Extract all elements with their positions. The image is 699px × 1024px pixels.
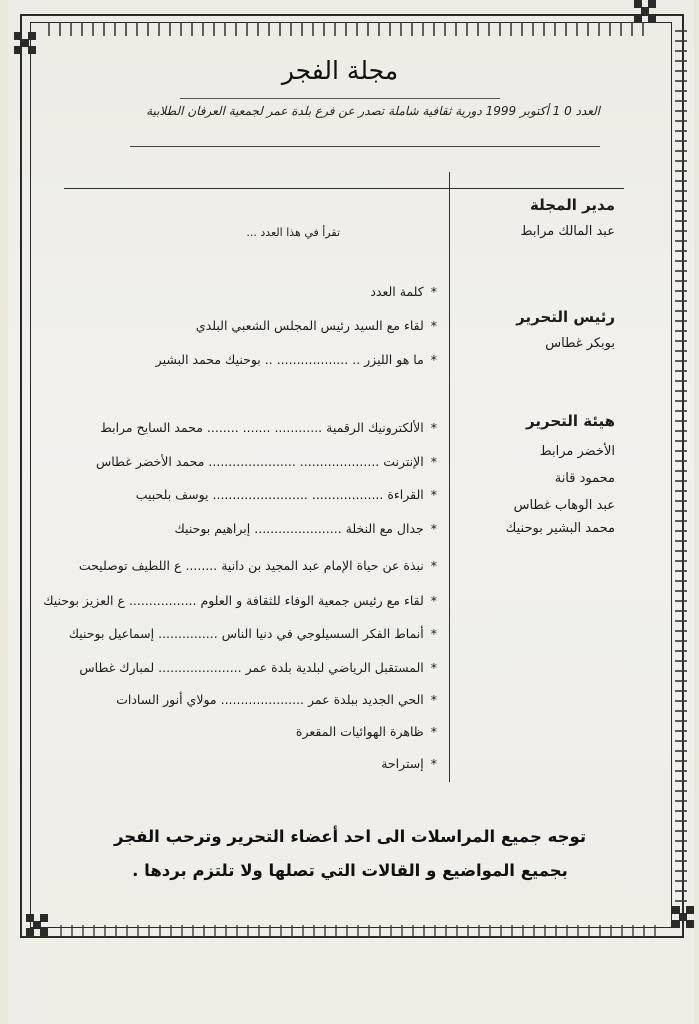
toc-leader: ................. bbox=[128, 593, 197, 608]
toc-item bbox=[69, 626, 437, 641]
bullet-star: * bbox=[430, 521, 437, 536]
issue-line: العدد 0 1 أكتوبر 1999 دورية ثقافية شاملة تصدر عن فرع بلدة عمر لجمعية العرفان الطلابية bbox=[146, 104, 600, 118]
bullet-star: * bbox=[430, 626, 437, 641]
toc-author: ع اللطيف توصليحت bbox=[78, 558, 182, 573]
staff-group bbox=[440, 308, 615, 351]
staff-person: محمود قانة bbox=[554, 471, 615, 486]
bullet-star: * bbox=[430, 593, 437, 608]
toc-title: الحي الجديد ببلدة عمر bbox=[308, 692, 424, 707]
toc-title: لقاء مع السيد رئيس المجلس الشعبي البلدي bbox=[195, 318, 424, 333]
toc-leader: ............... bbox=[158, 626, 218, 641]
bullet-star: * bbox=[430, 692, 437, 707]
toc-title: جدال مع النخلة bbox=[345, 521, 424, 536]
magazine-title: مجلة الفجر bbox=[281, 56, 399, 85]
toc-leader: .................. ........................ bbox=[212, 487, 384, 502]
toc-title: لقاء مع رئيس جمعية الوفاء للثقافة و العلوم bbox=[200, 593, 424, 608]
bullet-star: * bbox=[430, 487, 437, 502]
bullet-star: * bbox=[430, 660, 437, 675]
toc-leader: ............ ....... ........ bbox=[206, 420, 323, 435]
staff-group bbox=[440, 412, 615, 536]
staff-person: محمد البشير بوحنيك bbox=[505, 521, 615, 536]
staff-person: بوبكر غطاس bbox=[545, 336, 615, 351]
bullet-star: * bbox=[430, 558, 437, 573]
toc-title: ظاهرة الهوائيات المقعرة bbox=[295, 724, 424, 739]
corner-ornament-icon bbox=[672, 906, 694, 928]
staff-group bbox=[440, 196, 615, 239]
toc-leader: ...................... bbox=[254, 521, 342, 536]
toc-item bbox=[370, 284, 437, 299]
toc-title: أنماط الفكر السسيلوجي في دنيا الناس bbox=[221, 626, 424, 641]
toc-leader: ..................... bbox=[158, 660, 242, 675]
staff-role: رئيس التحرير bbox=[516, 308, 615, 326]
toc-item bbox=[79, 558, 437, 573]
divider bbox=[64, 188, 624, 189]
top-border-pattern bbox=[48, 22, 648, 36]
footer-line: بجميع المواضيع و القالات التي تصلها ولا تلتزم بردها . bbox=[132, 861, 568, 880]
toc-leader: .................... ...................... bbox=[208, 454, 380, 469]
toc-author: .. بوحنيك محمد البشير bbox=[155, 352, 273, 367]
toc-leader: ..................... bbox=[220, 692, 305, 707]
staff-role: مدير المجلة bbox=[530, 196, 615, 214]
bottom-border-pattern bbox=[60, 925, 660, 937]
toc-title: المستقبل الرياضي لبلدية بلدة عمر bbox=[245, 660, 424, 675]
toc-item bbox=[175, 521, 437, 536]
toc-title: ما هو الليزر .. bbox=[352, 352, 424, 367]
toc-author: محمد السايح مرابط bbox=[100, 420, 203, 435]
toc-title: الإنترنت bbox=[383, 454, 424, 469]
toc-item bbox=[100, 420, 437, 435]
toc-item bbox=[96, 454, 437, 469]
toc-leader: ........ bbox=[185, 558, 218, 573]
toc-title: إستراحة bbox=[381, 756, 424, 771]
bullet-star: * bbox=[430, 284, 437, 299]
bullet-star: * bbox=[430, 756, 437, 771]
staff-person: عبد الوهاب غطاس bbox=[513, 498, 615, 513]
contents-heading: تقرأ في هذا العدد ... bbox=[246, 226, 340, 239]
toc-item bbox=[136, 487, 437, 502]
toc-author: مولاي أنور السادات bbox=[116, 692, 217, 707]
title-underline bbox=[180, 98, 500, 99]
bullet-star: * bbox=[430, 318, 437, 333]
staff-role: هيئة التحرير bbox=[526, 412, 615, 430]
toc-item bbox=[196, 318, 437, 333]
corner-ornament-icon bbox=[634, 0, 656, 22]
toc-title: كلمة العدد bbox=[370, 284, 424, 299]
toc-author: محمد الأخضر غطاس bbox=[95, 454, 205, 469]
bullet-star: * bbox=[430, 352, 437, 367]
corner-ornament-icon bbox=[14, 32, 36, 54]
toc-title: القراءة bbox=[387, 487, 424, 502]
bullet-star: * bbox=[430, 420, 437, 435]
divider bbox=[130, 146, 600, 147]
toc-author: إسماعيل بوحنيك bbox=[68, 626, 155, 641]
toc-author: يوسف بلحبيب bbox=[135, 487, 209, 502]
footer-notice bbox=[80, 820, 620, 888]
corner-ornament-icon bbox=[26, 914, 48, 936]
bullet-star: * bbox=[430, 454, 437, 469]
right-border-pattern bbox=[675, 30, 687, 910]
staff-person: عبد المالك مرابط bbox=[520, 224, 615, 239]
footer-line: توجه جميع المراسلات الى احد أعضاء التحرير وترحب الفجر bbox=[113, 827, 587, 846]
toc-title: نبذة عن حياة الإمام عبد المجيد بن دانية bbox=[221, 558, 424, 573]
staff-person: الأخضر مرابط bbox=[539, 444, 615, 459]
toc-title: الألكترونيك الرقمية bbox=[326, 420, 424, 435]
toc-author: لمبارك غطاس bbox=[79, 660, 155, 675]
toc-author: ع العزيز بوحنيك bbox=[43, 593, 125, 608]
toc-item bbox=[116, 692, 437, 707]
toc-item bbox=[296, 724, 437, 739]
toc-item bbox=[381, 756, 437, 771]
bullet-star: * bbox=[430, 724, 437, 739]
toc-leader: .................. bbox=[276, 352, 349, 367]
toc-item bbox=[43, 593, 437, 608]
toc-item bbox=[156, 352, 437, 367]
toc-item bbox=[79, 660, 437, 675]
toc-author: إبراهيم بوحنيك bbox=[174, 521, 251, 536]
